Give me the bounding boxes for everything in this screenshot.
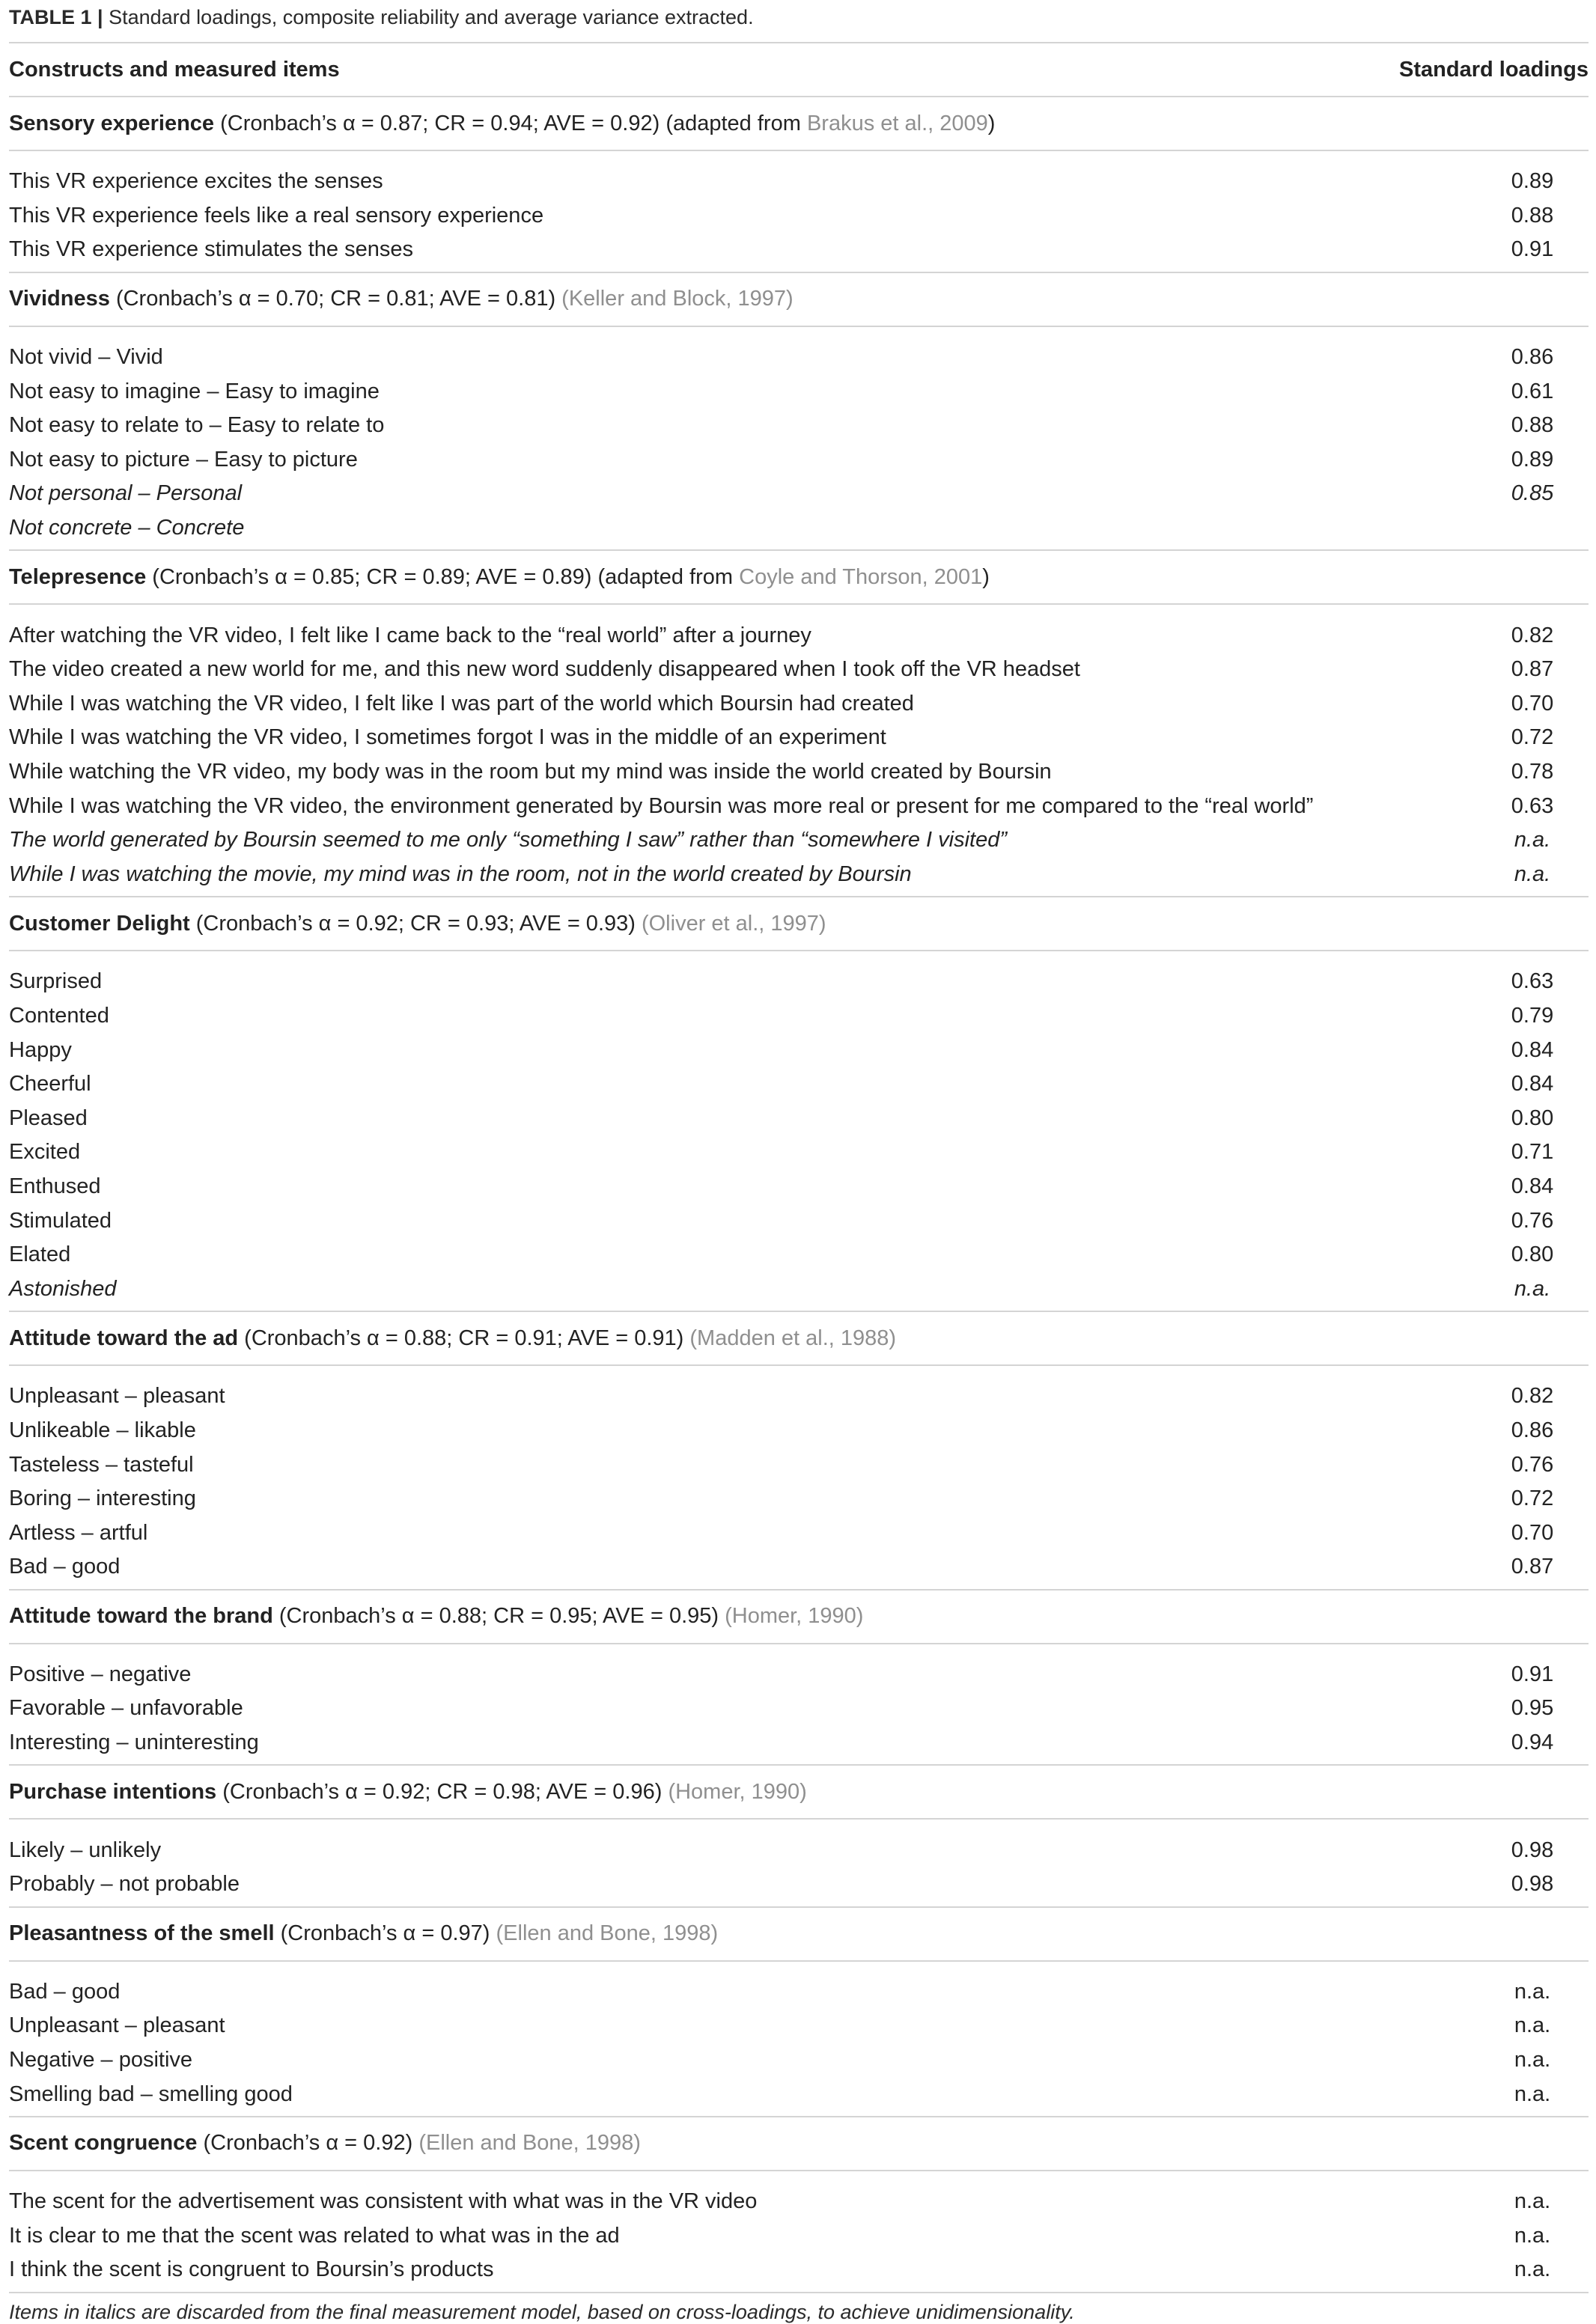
table-row <box>9 2253 1589 2287</box>
section-spacer <box>9 951 1589 965</box>
section-title: Attitude toward the ad <box>9 1326 239 1350</box>
section-header <box>9 2131 641 2156</box>
section-spacer <box>9 605 1589 618</box>
table-caption <box>9 0 1589 42</box>
item-text: Happy <box>9 1037 72 1062</box>
section-header <box>9 565 990 590</box>
item-text: Favorable – unfavorable <box>9 1696 243 1721</box>
section-spacer <box>9 1366 1589 1379</box>
section-spacer <box>9 1644 1589 1658</box>
table-row <box>9 1975 1589 2010</box>
section-statistics: (Cronbach’s α = 0.88; CR = 0.95; AVE = 0.95) <box>272 1604 725 1629</box>
item-loading: n.a. <box>1514 2013 1551 2038</box>
item-text: Astonished <box>9 1276 117 1301</box>
table-row <box>9 687 1589 722</box>
section-title: Purchase intentions <box>9 1779 217 1804</box>
item-text: Boring – interesting <box>9 1486 196 1511</box>
item-text: Artless – artful <box>9 1520 148 1545</box>
item-text: The video created a new world for me, and this new word suddenly disappeared when I took off the VR headset <box>9 657 1080 682</box>
item-loading: n.a. <box>1514 2048 1551 2073</box>
section-header-row <box>9 2117 1589 2170</box>
table-row <box>9 1379 1589 1414</box>
item-text: The scent for the advertisement was consistent with what was in the VR video <box>9 2189 758 2214</box>
item-loading: 0.94 <box>1511 1730 1554 1755</box>
item-loading: 0.91 <box>1511 1662 1554 1686</box>
item-text: Interesting – uninteresting <box>9 1730 259 1755</box>
item-loading: 0.91 <box>1511 237 1554 262</box>
item-text: Enthused <box>9 1174 101 1198</box>
item-text: Elated <box>9 1242 71 1267</box>
section-header <box>9 112 995 136</box>
section-reference-close: ) <box>982 564 990 589</box>
section-spacer <box>9 151 1589 165</box>
section-header <box>9 912 826 936</box>
section-spacer <box>9 327 1589 341</box>
table-row <box>9 721 1589 755</box>
table-row <box>9 2043 1589 2078</box>
table-row <box>9 1658 1589 1692</box>
item-loading: n.a. <box>1514 2081 1551 2106</box>
item-loading: n.a. <box>1514 2223 1551 2248</box>
table-row <box>9 618 1589 653</box>
section-reference: (Oliver et al., 1997) <box>641 911 826 936</box>
item-loading: 0.84 <box>1511 1037 1554 1062</box>
item-text: Stimulated <box>9 1208 112 1233</box>
section-statistics: (Cronbach’s α = 0.92; CR = 0.93; AVE = 0.93) <box>189 911 642 936</box>
item-text: While watching the VR video, my body was in the room but my mind was inside the world created by Boursin <box>9 760 1052 784</box>
section-reference: (Homer, 1990) <box>668 1779 807 1804</box>
section-spacer <box>9 1820 1589 1833</box>
table-row <box>9 2185 1589 2219</box>
item-loading: 0.71 <box>1511 1140 1554 1165</box>
item-loading: 0.79 <box>1511 1003 1554 1028</box>
section-header-row <box>9 97 1589 150</box>
table-row <box>9 1414 1589 1448</box>
item-text: This VR experience stimulates the senses <box>9 237 413 262</box>
section-header-row <box>9 273 1589 326</box>
table-footnote: Items in italics are discarded from the final measurement model, based on cross-loadings, to achieve unidimensionality. <box>9 2300 1075 2323</box>
item-loading: 0.70 <box>1511 1520 1554 1545</box>
item-text: Positive – negative <box>9 1662 192 1686</box>
item-text: This VR experience feels like a real sensory experience <box>9 203 544 228</box>
table-row <box>9 2009 1589 2043</box>
item-loading: n.a. <box>1514 2189 1551 2214</box>
item-text: Unpleasant – pleasant <box>9 2013 225 2038</box>
section-header <box>9 1604 863 1629</box>
table-body <box>9 96 1589 2292</box>
item-loading: n.a. <box>1514 861 1551 886</box>
item-loading: 0.78 <box>1511 760 1554 784</box>
item-loading: n.a. <box>1514 2257 1551 2282</box>
item-text: Likely – unlikely <box>9 1837 162 1862</box>
section-spacer <box>9 2171 1589 2185</box>
table-row <box>9 1033 1589 1067</box>
table-row <box>9 858 1589 892</box>
item-text: While I was watching the VR video, I sometimes forgot I was in the middle of an experiment <box>9 725 886 750</box>
item-text: Unlikeable – likable <box>9 1418 196 1442</box>
item-text: Not vivid – Vivid <box>9 345 163 370</box>
table-row <box>9 1272 1589 1306</box>
table-row <box>9 965 1589 999</box>
table-row <box>9 165 1589 199</box>
item-loading: n.a. <box>1514 1979 1551 2004</box>
item-loading: 0.63 <box>1511 793 1554 818</box>
table-row <box>9 409 1589 443</box>
item-text: Excited <box>9 1140 81 1165</box>
table-caption-label: TABLE 1 | <box>9 6 103 28</box>
table-row <box>9 789 1589 823</box>
section-reference: (Madden et al., 1988) <box>689 1326 897 1350</box>
section-reference-close: ) <box>987 111 996 135</box>
section-statistics: (Cronbach’s α = 0.88; CR = 0.91; AVE = 0.91) <box>238 1326 690 1350</box>
table-row <box>9 233 1589 267</box>
item-loading: 0.98 <box>1511 1872 1554 1897</box>
item-text: Pleased <box>9 1105 88 1130</box>
section-header <box>9 1921 718 1946</box>
table-row <box>9 511 1589 546</box>
table-row <box>9 1726 1589 1760</box>
item-loading: 0.82 <box>1511 1384 1554 1409</box>
table-row <box>9 443 1589 478</box>
table-row <box>9 1101 1589 1135</box>
item-loading: 0.82 <box>1511 623 1554 647</box>
item-text: After watching the VR video, I felt like I came back to the “real world” after a journey <box>9 623 811 647</box>
item-loading: 0.84 <box>1511 1174 1554 1198</box>
table-row <box>9 2077 1589 2111</box>
item-text: Tasteless – tasteful <box>9 1452 194 1477</box>
item-loading: 0.61 <box>1511 379 1554 403</box>
item-loading: 0.95 <box>1511 1696 1554 1721</box>
section-header <box>9 287 794 311</box>
section-statistics: (Cronbach’s α = 0.92; CR = 0.98; AVE = 0.96) <box>216 1779 668 1804</box>
table-row <box>9 1867 1589 1902</box>
table-row <box>9 999 1589 1034</box>
table-row <box>9 1692 1589 1726</box>
section-reference: (Homer, 1990) <box>725 1604 864 1629</box>
item-text: This VR experience excites the senses <box>9 169 383 194</box>
table-row <box>9 341 1589 375</box>
section-title: Attitude toward the brand <box>9 1604 273 1629</box>
section-reference: (Keller and Block, 1997) <box>561 287 794 311</box>
item-loading: 0.86 <box>1511 1418 1554 1442</box>
table-row <box>9 653 1589 687</box>
item-loading: 0.88 <box>1511 413 1554 438</box>
item-text: Not easy to imagine – Easy to imagine <box>9 379 380 403</box>
item-text: Surprised <box>9 969 103 994</box>
item-text: Bad – good <box>9 1555 121 1579</box>
section-title: Scent congruence <box>9 2131 198 2156</box>
table-row <box>9 1833 1589 1867</box>
section-spacer <box>9 1962 1589 1975</box>
item-loading: 0.70 <box>1511 691 1554 716</box>
item-text: Not easy to relate to – Easy to relate to <box>9 413 385 438</box>
section-reference: (Ellen and Bone, 1998) <box>496 1921 719 1946</box>
item-text: Contented <box>9 1003 109 1028</box>
item-loading: 0.98 <box>1511 1837 1554 1862</box>
item-loading: 0.86 <box>1511 345 1554 370</box>
item-text: Not personal – Personal <box>9 481 243 506</box>
item-text: Bad – good <box>9 1979 121 2004</box>
item-loading: 0.87 <box>1511 1555 1554 1579</box>
item-loading: 0.87 <box>1511 657 1554 682</box>
item-loading: 0.89 <box>1511 169 1554 194</box>
item-loading: n.a. <box>1514 828 1551 853</box>
section-header-row <box>9 1908 1589 1960</box>
section-title: Pleasantness of the smell <box>9 1921 275 1946</box>
item-loading: 0.80 <box>1511 1105 1554 1130</box>
table-row <box>9 1135 1589 1170</box>
section-statistics: (Cronbach’s α = 0.97) <box>274 1921 496 1946</box>
item-loading: n.a. <box>1514 1276 1551 1301</box>
item-text: While I was watching the movie, my mind was in the room, not in the world created by Boursin <box>9 861 912 886</box>
item-text: Cheerful <box>9 1072 91 1097</box>
table-row <box>9 1516 1589 1550</box>
section-header-row <box>9 1312 1589 1364</box>
item-text: While I was watching the VR video, I felt like I was part of the world which Boursin had created <box>9 691 914 716</box>
item-text: I think the scent is congruent to Boursin’s products <box>9 2257 494 2282</box>
table-row <box>9 823 1589 858</box>
item-loading: 0.88 <box>1511 203 1554 228</box>
item-loading: 0.89 <box>1511 447 1554 472</box>
table-row <box>9 755 1589 790</box>
table-row <box>9 374 1589 409</box>
section-statistics: (Cronbach’s α = 0.85; CR = 0.89; AVE = 0.89) (adapted from <box>146 564 740 589</box>
item-text: It is clear to me that the scent was related to what was in the ad <box>9 2223 620 2248</box>
item-loading: 0.80 <box>1511 1242 1554 1267</box>
item-loading: 0.72 <box>1511 1486 1554 1511</box>
table-row <box>9 1204 1589 1238</box>
column-header-loadings: Standard loadings <box>1399 57 1589 82</box>
section-header <box>9 1326 896 1351</box>
section-header-row <box>9 897 1589 950</box>
section-header-row <box>9 1766 1589 1818</box>
item-loading: 0.72 <box>1511 725 1554 750</box>
item-text: While I was watching the VR video, the environment generated by Boursin was more real or present for me compared to the “real world” <box>9 793 1314 818</box>
table-row <box>9 1238 1589 1272</box>
table-row <box>9 1448 1589 1482</box>
table-row <box>9 1170 1589 1204</box>
section-statistics: (Cronbach’s α = 0.92) <box>197 2131 419 2156</box>
table-row <box>9 2219 1589 2254</box>
item-loading: 0.76 <box>1511 1452 1554 1477</box>
item-loading: 0.76 <box>1511 1208 1554 1233</box>
section-header <box>9 1780 807 1805</box>
section-header-row <box>9 1590 1589 1643</box>
item-loading: 0.63 <box>1511 969 1554 994</box>
item-text: Smelling bad – smelling good <box>9 2081 293 2106</box>
item-text: The world generated by Boursin seemed to me only “something I saw” rather than “somewhere I visited” <box>9 828 1008 853</box>
section-title: Sensory experience <box>9 111 215 135</box>
table-caption-text: Standard loadings, composite reliability and average variance extracted. <box>109 6 754 28</box>
section-title: Vividness <box>9 287 110 311</box>
item-text: Not easy to picture – Easy to picture <box>9 447 358 472</box>
item-loading: 0.84 <box>1511 1072 1554 1097</box>
section-reference: Brakus et al., 2009 <box>806 111 988 135</box>
table-row <box>9 1482 1589 1516</box>
table-row <box>9 199 1589 234</box>
table-header-row <box>9 43 1589 96</box>
section-statistics: (Cronbach’s α = 0.70; CR = 0.81; AVE = 0.81) <box>109 287 562 311</box>
section-title: Customer Delight <box>9 911 190 936</box>
section-reference: Coyle and Thorson, 2001 <box>739 564 983 589</box>
section-header-row <box>9 551 1589 603</box>
item-text: Probably – not probable <box>9 1872 240 1897</box>
item-text: Not concrete – Concrete <box>9 516 245 540</box>
table-row <box>9 477 1589 511</box>
table-row <box>9 1550 1589 1585</box>
column-header-items: Constructs and measured items <box>9 57 340 82</box>
section-title: Telepresence <box>9 564 147 589</box>
item-text: Unpleasant – pleasant <box>9 1384 225 1409</box>
section-statistics: (Cronbach’s α = 0.87; CR = 0.94; AVE = 0.92) (adapted from <box>214 111 807 135</box>
item-text: Negative – positive <box>9 2048 193 2073</box>
item-loading: 0.85 <box>1511 481 1554 506</box>
table-row <box>9 1067 1589 1102</box>
section-reference: (Ellen and Bone, 1998) <box>418 2131 641 2156</box>
